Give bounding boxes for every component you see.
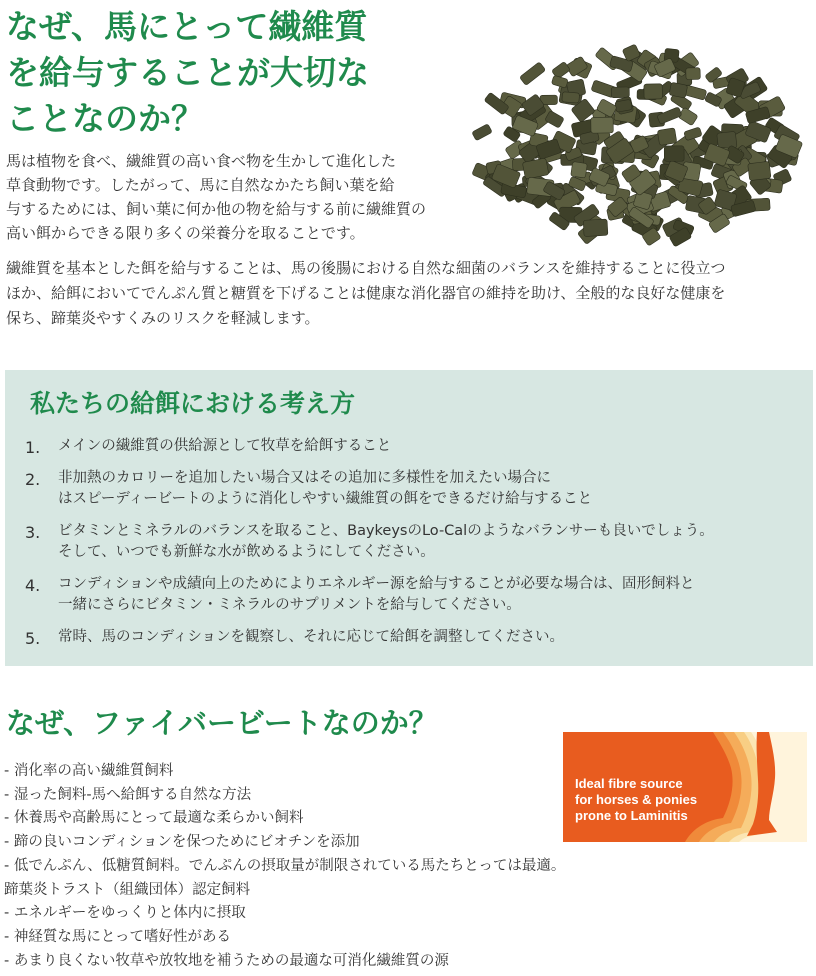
pellet (591, 117, 614, 133)
pellet (678, 107, 698, 126)
intro-paragraph (6, 149, 476, 245)
item-text: メインの繊維質の供給源として牧草を給餌すること (58, 438, 392, 454)
badge-line: prone to Laminitis (575, 808, 688, 823)
title-line: なぜ、馬にとって繊維質 (6, 7, 368, 46)
page-title (6, 4, 446, 142)
pellet (583, 219, 608, 237)
feature-item: - 蹄の良いコンディションを保つためにビオチンを添加 (4, 834, 360, 851)
item-text: 一緒にさらにビタミン・ミネラルのサプリメントを給与してください。 (58, 597, 521, 613)
intro-line: 草食動物です。したがって、馬に自然なかたち飼い葉を給 (6, 176, 395, 194)
pellet (611, 87, 629, 98)
pellet (551, 75, 568, 88)
pellet (562, 92, 580, 103)
pellet (571, 162, 588, 179)
paragraph-line: 保ち、蹄葉炎やすくみのリスクを軽減します。 (6, 309, 320, 327)
title-line: を給与することが大切な (6, 53, 369, 92)
title-line: ことなのか？ (6, 99, 204, 138)
item-text: コンディションや成績向上のためによりエネルギー源を給与することが必要な場合は、固形飼料と (58, 576, 695, 592)
item-text: ビタミンとミネラルのバランスを取ること、BaykeysのLo-Calのようなバランサーも良いでしょう。 (58, 523, 714, 539)
feature-item: - あまり良くない牧草や放牧地を補うための最適な可消化繊維質の源 (4, 952, 449, 969)
feature-item: 蹄葉炎トラスト（組織団体）認定飼料 (4, 881, 251, 898)
paragraph-line: 繊維質を基本とした餌を給与することは、馬の後腸における自然な細菌のバランスを維持することに役立つ (6, 259, 726, 277)
philosophy-item (25, 627, 805, 648)
philosophy-heading: 私たちの給餌における考え方 (30, 389, 356, 418)
item-number: 5. (25, 629, 41, 648)
pellet (686, 68, 701, 80)
pellet (664, 146, 684, 162)
pellet (748, 161, 771, 180)
features-list (4, 760, 704, 973)
feature-item: - 消化率の高い繊維質飼料 (4, 763, 174, 779)
feature-item: - 神経質な馬にとって嗜好性がある (4, 928, 232, 945)
philosophy-item (25, 574, 805, 616)
pellet (657, 107, 682, 125)
item-text: 非加熱のカロリーを追加したい場合又はその追加に多様性を加えたい場合に (58, 470, 551, 486)
item-number: 2. (25, 470, 41, 489)
fibre-pellets-image (455, 28, 807, 256)
philosophy-list (25, 436, 805, 659)
item-number: 4. (25, 576, 41, 595)
feature-item: - 休養馬や高齢馬にとって最適な柔らかい飼料 (4, 810, 304, 827)
pellet (684, 127, 703, 141)
philosophy-item (25, 521, 805, 563)
pellet (472, 124, 493, 141)
feature-item: - 低でんぷん、低糖質飼料。でんぷんの摂取量が制限されている馬たちとっては最適。 (4, 857, 566, 874)
intro-line: 馬は植物を食べ、繊維質の高い食べ物を生かして進化した (6, 152, 397, 170)
fibre-benefits-paragraph (6, 256, 812, 331)
feeding-philosophy-box (5, 370, 813, 666)
badge-line: for horses & ponies (575, 792, 698, 807)
item-text: そして、いつでも新鮮な水が飲めるようにしてください。 (58, 544, 435, 560)
philosophy-item (25, 468, 805, 510)
pellet (669, 82, 688, 98)
item-text: はスピーディービートのように消化しやすい繊維質の餌をできるだけ給与すること (58, 491, 593, 507)
why-heading: なぜ、ファイバービートなのか？ (6, 706, 438, 740)
paragraph-line: ほか、給餌においてでんぷん質と糖質を下げることは健康な消化器官の維持を助け、全般的な良好な健康を (6, 284, 726, 302)
philosophy-item (25, 436, 805, 457)
intro-line: 与するためには、飼い葉に何か他の物を給与する前に繊維質の (6, 200, 427, 218)
feature-item: - 湿った飼料-馬へ給餌する自然な方法 (4, 786, 252, 803)
pellet (519, 62, 545, 86)
item-number: 1. (25, 438, 41, 457)
intro-line: 高い餌からできる限り多くの栄養分を取ることです。 (6, 224, 365, 242)
item-text: 常時、馬のコンディションを観察し、それに応じて給餌を調整してください。 (58, 629, 565, 645)
item-number: 3. (25, 523, 41, 542)
badge-line: Ideal fibre source (575, 776, 683, 791)
pellet (657, 128, 677, 146)
pellet (644, 84, 663, 99)
feature-item: - エネルギーをゆっくりと体内に摂取 (4, 905, 246, 922)
